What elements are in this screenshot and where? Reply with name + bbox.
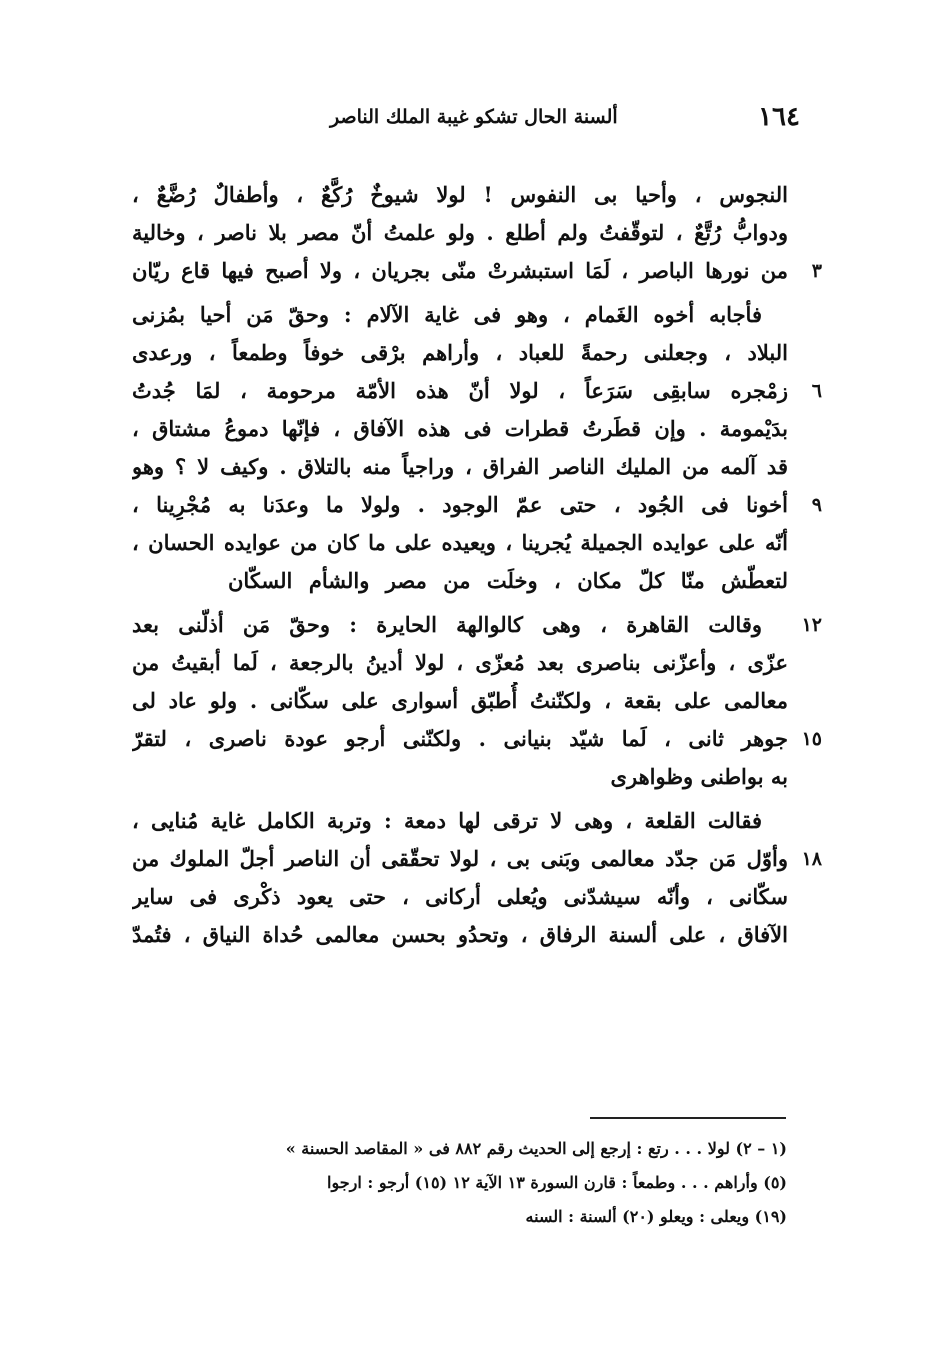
line-text: ودوابُّ رُتَّعٌ ، لتوقّفتُ ولم أطلع . ولو علمتُ أنّ مصر بلا ناصر ، وخالية <box>132 220 788 245</box>
text-line <box>132 334 822 372</box>
line-number: ١٨ <box>801 848 822 870</box>
line-number: ٩ <box>811 494 822 516</box>
line-number: ١٢ <box>801 614 822 636</box>
text-line <box>132 448 822 486</box>
line-text: النجوس ، وأحيا بى النفوس ! لولا شيوخٌ رُكَّعٌ ، وأطفالٌ رُضَّعٌ ، <box>132 182 788 207</box>
line-text: زمْجره سابقِى سَرَعاً ، لولا أنّ هذه الأمّة مرحومة ، لمَا جُدتُ <box>132 378 788 403</box>
text-line <box>132 878 822 916</box>
footnote: (١٩) ويعلى : ويعلو (٢٠) ألسنة : السنه <box>525 1207 787 1226</box>
text-line <box>132 720 822 758</box>
text-line <box>132 802 822 840</box>
line-text: عزّى ، وأعزّنى بناصرى بعد مُعزّى ، لولا أدينُ بالرجعة ، لَما أبقيتُ من <box>132 650 788 675</box>
line-text: وأوّل مَن جدّد معالمى وبَنى بى ، لولا تحقّقى أن الناصر أجلّ الملوك من <box>132 846 788 871</box>
footnote: (١ – ٢) لولا . . . رتع : إرجع إلى الحديث رقم ٨٨٢ فى « المقاصد الحسنة » <box>285 1139 787 1158</box>
line-text: به بواطنى وظواهرى <box>610 764 788 789</box>
text-line <box>132 758 822 796</box>
text-line <box>132 252 822 290</box>
footnote: (٥) وأراهم . . . وطمعاً : قارن السورة ١٣ الآية ١٢ (١٥) أرجو : ارجوا <box>327 1173 787 1192</box>
text-line <box>132 410 822 448</box>
line-text: من نورها الباصر ، لَمَا استبشرتْ منّى بجريان ، ولا أصبح فيها قاع ريّان <box>132 258 788 283</box>
line-text: فأجابه أخوه الغَمام ، وهو فى غاية الآلام : وحقّ مَن أحيا بمُزنى <box>132 302 762 327</box>
line-text: وقالت القاهرة ، وهى كالوالهة الحايرة : وحقّ مَن أذلّنى بعد <box>132 612 762 637</box>
line-text: أخونا فى الجُود ، حتى عمّ الوجود . ولولا ما وعدَنا به مُجْرِينا ، <box>132 492 788 517</box>
text-line <box>132 372 822 410</box>
text-line <box>132 486 822 524</box>
text-line <box>132 840 822 878</box>
line-text: جوهر ثانى ، لَما شيّد بنيانى . ولكنّنى أرجو عودة ناصرى ، لتقرّ <box>132 726 788 751</box>
text-line <box>132 296 822 334</box>
text-line <box>132 176 822 214</box>
line-text: الآفاق ، على ألسنة الرفاق ، وتحدُو بحسن معالمى حُداة النياق ، فتُمدّ <box>132 922 788 947</box>
running-title: ألسنة الحال تشكو غيبة الملك الناصر <box>330 106 618 128</box>
text-line <box>132 916 822 954</box>
line-text: سكّانى ، وأنّه سيشدّنى ويُعلى أركانى ، حتى يعود ذكْرى فى ساير <box>132 884 788 909</box>
line-text: البلاد ، وجعلنى رحمةً للعباد ، وأراهم برْقى خوفاً وطمعاً ، ورعدى <box>132 340 788 365</box>
main-text <box>132 176 822 954</box>
text-line <box>132 606 822 644</box>
text-line <box>132 524 822 562</box>
line-number: ١٥ <box>801 728 822 750</box>
line-text: فقالت القلعة ، وهى لا ترقى لها دمعة : وتربة الكامل غاية مُنايى ، <box>132 808 762 833</box>
line-number: ٣ <box>811 260 822 282</box>
page-header <box>120 98 800 138</box>
footnotes <box>132 1132 787 1234</box>
line-text: لتعطّش منّا كلّ مكان ، وخلَت من مصر والشأم السكّان <box>228 568 788 593</box>
text-line <box>132 682 822 720</box>
footnote-divider <box>590 1117 786 1119</box>
text-line <box>132 644 822 682</box>
line-text: معالمى على بقعة ، ولكنّنتُ أُطبّق أسوارى على سكّانى . ولو عاد لى <box>132 688 788 713</box>
text-line <box>132 562 822 600</box>
page-number: ١٦٤ <box>758 102 800 132</box>
line-text: بدَيْمومة . وإن قطَرتُ قطرات فى هذه الآفاق ، فإنّها دموعُ مشتاق ، <box>132 416 788 441</box>
line-text: قد آلمه من المليك الناصر الفراق ، وراجياً منه بالتلاق . وكيف لا ؟ وهو <box>132 454 788 479</box>
line-number: ٦ <box>811 380 822 402</box>
text-line <box>132 214 822 252</box>
line-text: أنّه على عوايده الجميلة يُجرينا ، ويعيده على ما كان من عوايده الحسان ، <box>132 530 788 555</box>
